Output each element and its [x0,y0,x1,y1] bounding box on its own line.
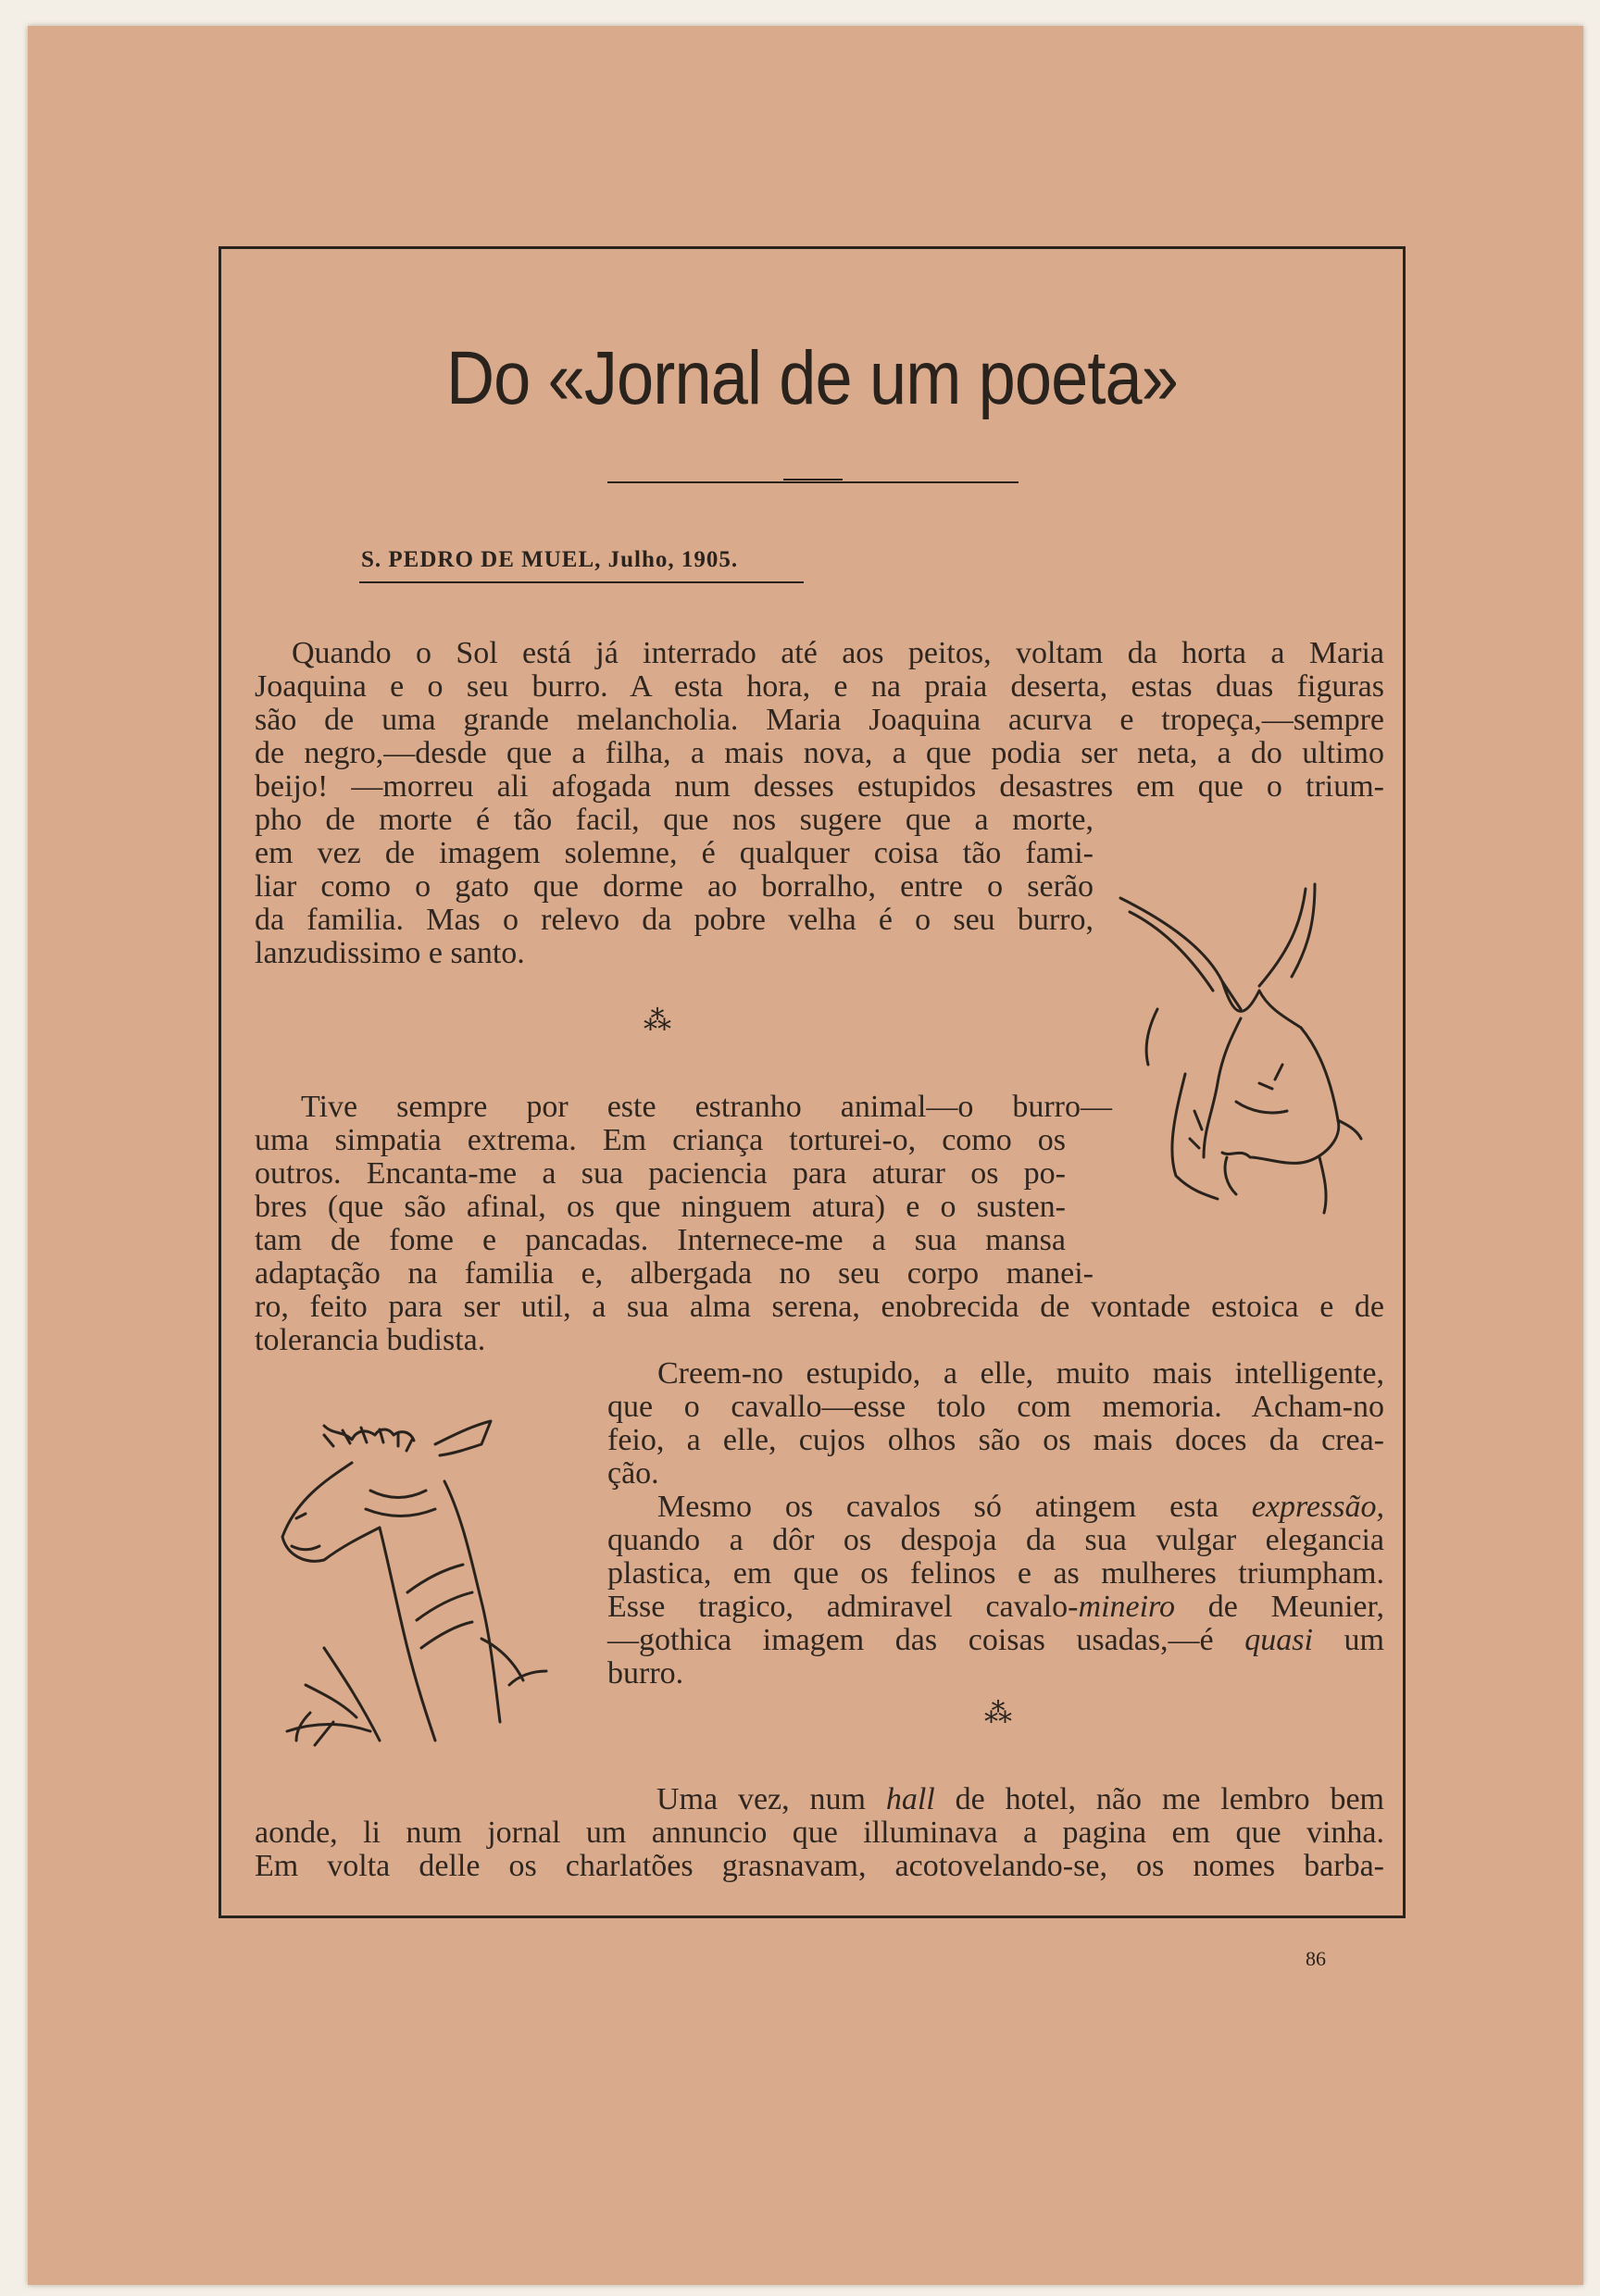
paragraph-5 [255,1783,1384,1883]
text-line [607,1624,1384,1657]
text-line: liar como o gato que dorme ao borralho, entre o serão [255,869,1094,904]
text-line: adaptação na familia e, albergada no seu corpo manei- [255,1256,1094,1291]
text-line: Joaquina e o seu burro. A esta hora, e na praia deserta, estas duas figuras [255,669,1384,704]
text-line [607,1591,1384,1624]
text-line: são de uma grande melancholia. Maria Joaquina acurva e tropeça,—sempre [255,703,1384,737]
text-line: uma simpatia extrema. Em criança torturei-o, como os [255,1123,1066,1157]
text-run: Esse tragico, admiravel cavalo- [607,1590,1079,1624]
text-line: lanzudissimo e santo. [255,936,525,970]
text-line: outros. Encanta-me a sua paciencia para aturar os po- [255,1156,1066,1191]
text-run: —gothica imagem das coisas usadas,—é [607,1623,1245,1657]
text-line [255,1783,1384,1816]
text-line: feio, a elle, cujos olhos são os mais doces da crea- [607,1423,1384,1457]
text-line: beijo! —morreu ali afogada num desses estupidos desastres em que o trium- [255,769,1384,804]
dateline-underline [359,581,804,583]
text-run: Uma vez, num [656,1782,886,1816]
emphasis: mineiro [1078,1590,1176,1624]
text-line: plastica, em que os felinos e as mulheres triumpham. [607,1556,1384,1591]
text-line: bres (que são afinal, os que ninguem atura) e o susten- [255,1190,1066,1224]
emphasis: quasi [1244,1623,1313,1657]
text-line: tam de fome e pancadas. Internece-me a sua mansa [255,1223,1066,1257]
text-line: Quando o Sol está já interrado até aos peitos, voltam da horta a Maria [292,636,1384,670]
section-separator: ⁂ [644,1005,671,1036]
text-line: aonde, li num jornal um annuncio que illuminava a pagina em que vinha. [255,1816,1384,1850]
text-line: ção. [607,1456,659,1491]
page-title: Do «Jornal de um poeta» [445,336,1179,420]
text-line: Tive sempre por este estranho animal—o burro— [301,1090,1112,1124]
donkey-head-drawing-icon [1102,880,1389,1231]
text-line: burro. [607,1656,684,1691]
text-line: da familia. Mas o relevo da pobre velha é o seu burro, [255,903,1094,937]
horse-with-wreath-drawing-icon [269,1407,583,1759]
text-line [607,1491,1384,1524]
emphasis: expressão, [1251,1490,1384,1524]
text-line: Creem-no estupido, a elle, muito mais intelligente, [657,1356,1384,1391]
text-line: pho de morte é tão facil, que nos sugere que a morte, [255,803,1094,837]
text-run: de Meunier, [1175,1590,1384,1624]
title-divider [607,481,1019,483]
text-line: que o cavallo—esse tolo com memoria. Acham-no [607,1390,1384,1424]
text-line: quando a dôr os despoja da sua vulgar elegancia [607,1523,1384,1557]
text-run: Mesmo os cavalos só atingem esta [657,1490,1252,1524]
page-number: 86 [1306,1947,1326,1970]
paragraph-4 [607,1491,1384,1691]
text-line: de negro,—desde que a filha, a mais nova, a que podia ser neta, a do ultimo [255,736,1384,770]
dateline: S. PEDRO DE MUEL, Julho, 1905. [361,547,739,572]
text-run: um [1312,1623,1385,1657]
emphasis: hall [885,1782,935,1816]
section-separator: ⁂ [984,1698,1012,1728]
text-line: tolerancia budista. [255,1323,486,1357]
text-line: ro, feito para ser util, a sua alma serena, enobrecida de vontade estoica e de [255,1290,1384,1324]
text-line: em vez de imagem solemne, é qualquer coisa tão fami- [255,836,1094,870]
paragraph-3 [607,1357,1384,1491]
text-run: de hotel, não me lembro bem [934,1782,1384,1816]
text-line: Em volta delle os charlatões grasnavam, acotovelando-se, os nomes barba- [255,1849,1384,1883]
